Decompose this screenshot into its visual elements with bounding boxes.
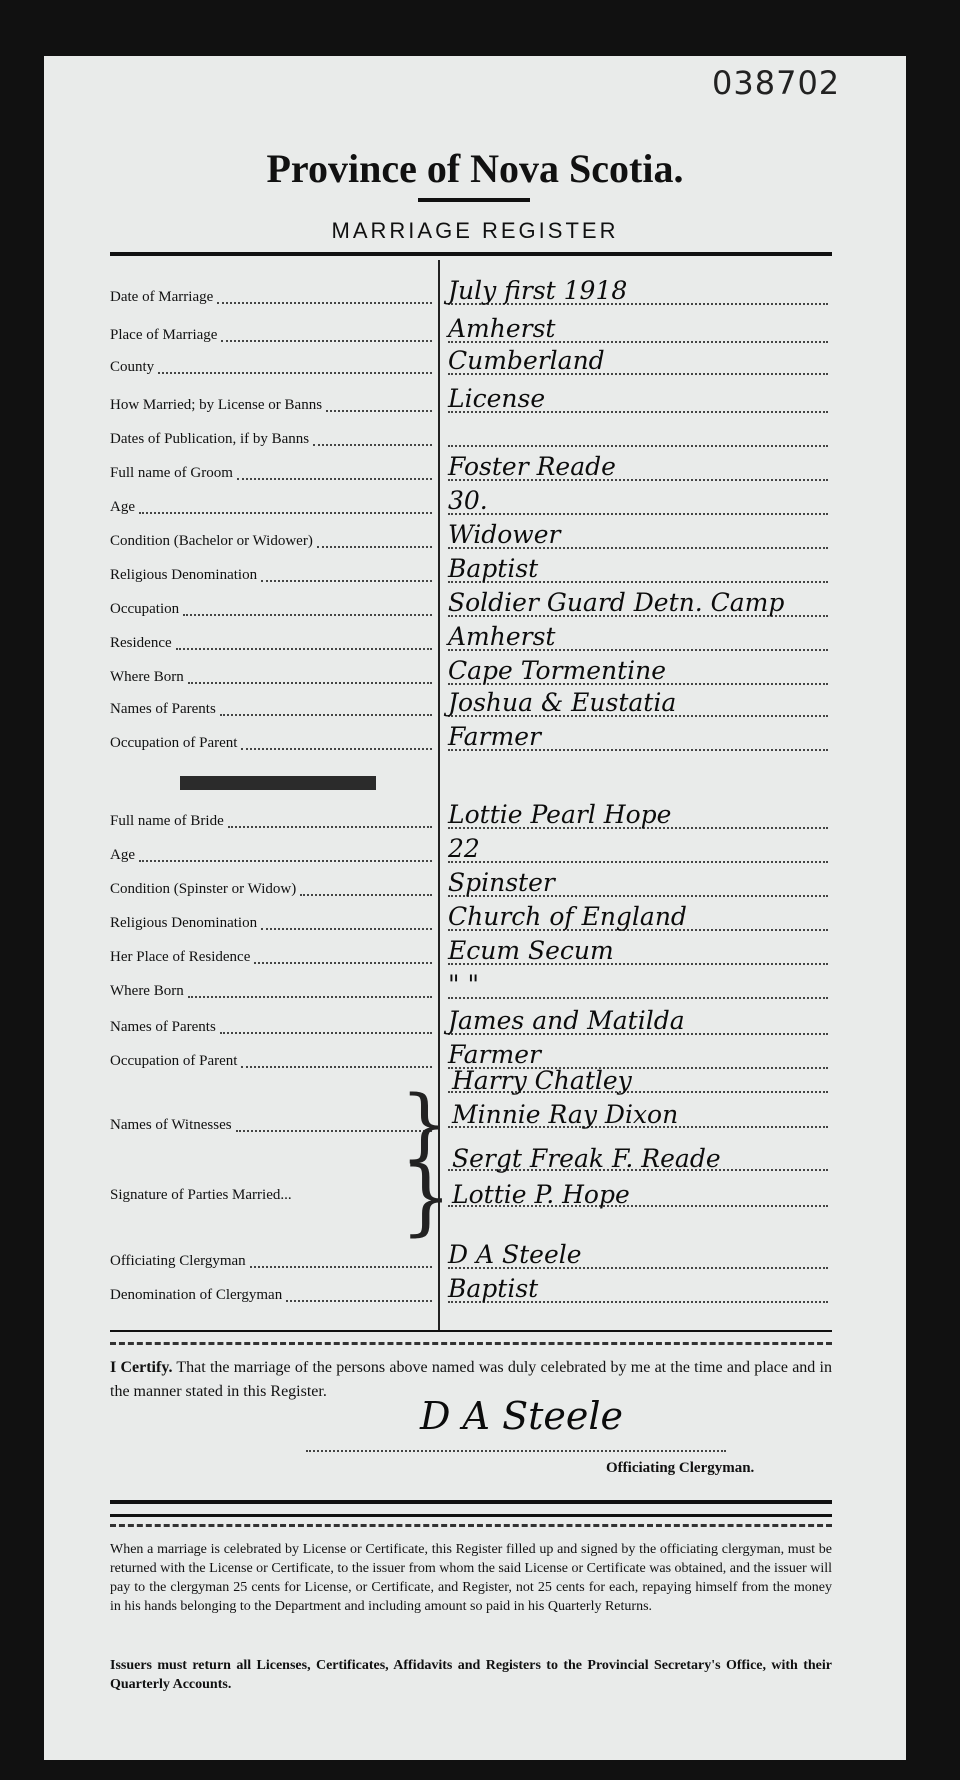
bride-label-row bbox=[110, 976, 440, 1006]
certify-body: That the marriage of the persons above named was duly celebrated by me at the time and place and in the manner stated in this Register. bbox=[110, 1359, 832, 1400]
dot-leader bbox=[176, 636, 432, 650]
groom-field-label: Full name of Groom bbox=[110, 464, 233, 481]
dot-leader bbox=[317, 534, 432, 548]
dot-leader bbox=[300, 882, 432, 896]
dot-leader bbox=[220, 702, 432, 716]
clergy-field-label: Denomination of Clergyman bbox=[110, 1286, 283, 1303]
signatures-label: Signature of Parties Married... bbox=[110, 1186, 292, 1203]
dot-leader bbox=[139, 848, 432, 862]
clergy-label-row bbox=[110, 1246, 440, 1276]
groom-field-value: Amherst bbox=[448, 622, 556, 651]
bride-label-row bbox=[110, 874, 440, 904]
dot-leader bbox=[313, 432, 432, 446]
groom-label-row bbox=[110, 424, 440, 454]
bride-field-value: Farmer bbox=[448, 1040, 541, 1069]
signatures-brace: } bbox=[400, 1150, 453, 1245]
dot-leader bbox=[188, 984, 432, 998]
signature-2-value: Lottie P. Hope bbox=[452, 1180, 630, 1209]
clergy-field-label: Officiating Clergyman bbox=[110, 1252, 246, 1269]
bride-field-label: Names of Parents bbox=[110, 1018, 216, 1035]
groom-field-label: Occupation bbox=[110, 600, 180, 617]
serial-number: 038702 bbox=[712, 64, 841, 102]
dot-leader bbox=[228, 814, 432, 828]
certify-lead: I Certify. bbox=[110, 1359, 173, 1376]
bride-field-label: Religious Denomination bbox=[110, 914, 258, 931]
bride-field-value: James and Matilda bbox=[448, 1006, 685, 1035]
groom-value-line bbox=[448, 492, 828, 522]
bride-field-value: Spinster bbox=[448, 868, 555, 897]
groom-field-label: Condition (Bachelor or Widower) bbox=[110, 532, 313, 549]
bride-field-label: Age bbox=[110, 846, 135, 863]
return-notice: When a marriage is celebrated by License or Certificate, this Register filled up and signed by the officiating clergyman, must be returned with the License or Certificate, to the issuer from whom the said License or Certificate was obtained, and the issuer will pay to the clergyman 25 cents for License, or Certificate, and Register, not 25 cents for each, repaying himself from the money in his hands belonging to the Department and including amount so paid in his Quarterly Returns. bbox=[110, 1542, 832, 1614]
groom-value-line bbox=[448, 424, 828, 454]
groom-label-row bbox=[110, 390, 440, 420]
groom-field-value: Baptist bbox=[448, 554, 539, 583]
groom-field-label: Where Born bbox=[110, 668, 184, 685]
bride-field-value: 22 bbox=[448, 834, 480, 863]
groom-label-row bbox=[110, 694, 440, 724]
bride-field-label: Her Place of Residence bbox=[110, 948, 251, 965]
dot-leader bbox=[237, 466, 432, 480]
header-rule bbox=[110, 252, 832, 256]
witness-2-value: Minnie Ray Dixon bbox=[452, 1100, 679, 1129]
groom-label-row bbox=[110, 320, 440, 350]
bride-label-row bbox=[110, 1046, 440, 1076]
bride-field-value: Church of England bbox=[448, 902, 687, 931]
dot-leader bbox=[261, 568, 432, 582]
groom-label-row bbox=[110, 560, 440, 590]
groom-field-value: Widower bbox=[448, 520, 561, 549]
fold-line bbox=[110, 1342, 832, 1345]
groom-field-label: Religious Denomination bbox=[110, 566, 258, 583]
groom-label-row bbox=[110, 628, 440, 658]
groom-field-label: Date of Marriage bbox=[110, 288, 214, 305]
section-end-rule bbox=[110, 1330, 832, 1332]
signatures-label-row bbox=[110, 1180, 440, 1210]
groom-field-value: 30. bbox=[448, 486, 488, 515]
groom-label-row bbox=[110, 352, 440, 382]
bride-field-value: Lottie Pearl Hope bbox=[448, 800, 672, 829]
notice-rule-top bbox=[110, 1500, 832, 1517]
clergy-field-value: D A Steele bbox=[448, 1240, 582, 1269]
groom-label-row bbox=[110, 492, 440, 522]
groom-label-row bbox=[110, 728, 440, 758]
dot-leader bbox=[188, 670, 432, 684]
groom-field-value: Cape Tormentine bbox=[448, 656, 667, 685]
groom-label-row bbox=[110, 662, 440, 692]
groom-field-value: Cumberland bbox=[448, 346, 605, 375]
bride-label-row bbox=[110, 1012, 440, 1042]
clergy-signature: D A Steele bbox=[420, 1394, 623, 1438]
groom-field-label: Occupation of Parent bbox=[110, 734, 238, 751]
dot-leader bbox=[254, 950, 432, 964]
groom-field-label: How Married; by License or Banns bbox=[110, 396, 323, 413]
notice-fold-line bbox=[110, 1524, 832, 1527]
dot-leader bbox=[158, 360, 432, 374]
groom-field-value: License bbox=[448, 384, 546, 413]
dot-leader bbox=[139, 500, 432, 514]
witnesses-label-row bbox=[110, 1110, 440, 1140]
dot-leader bbox=[261, 916, 432, 930]
dot-leader bbox=[241, 736, 432, 750]
clergy-label-row bbox=[110, 1280, 440, 1310]
groom-field-value: Amherst bbox=[448, 314, 556, 343]
signature-1-value: Sergt Freak F. Reade bbox=[452, 1144, 721, 1173]
bride-label-row bbox=[110, 840, 440, 870]
bride-field-label: Where Born bbox=[110, 982, 184, 999]
bride-section-bar bbox=[180, 776, 376, 790]
bride-field-label: Condition (Spinster or Widow) bbox=[110, 880, 297, 897]
dot-leader bbox=[326, 398, 432, 412]
groom-field-value: Foster Reade bbox=[448, 452, 616, 481]
page-subtitle: MARRIAGE REGISTER bbox=[331, 218, 619, 243]
groom-field-value: Soldier Guard Detn. Camp bbox=[448, 588, 785, 617]
issuer-notice: Issuers must return all Licenses, Certificates, Affidavits and Registers to the Provincial Secretary's Office, with their Quarterly Accounts. bbox=[110, 1658, 832, 1692]
groom-field-label: Dates of Publication, if by Banns bbox=[110, 430, 310, 447]
bride-field-label: Full name of Bride bbox=[110, 812, 224, 829]
witness-1-value: Harry Chatley bbox=[452, 1066, 632, 1095]
dot-leader bbox=[217, 290, 432, 304]
groom-field-value: July first 1918 bbox=[448, 276, 628, 305]
groom-label-row bbox=[110, 594, 440, 624]
bride-field-value: Ecum Secum bbox=[448, 936, 614, 965]
groom-label-row bbox=[110, 282, 440, 312]
dot-leader bbox=[250, 1254, 432, 1268]
dot-leader bbox=[221, 328, 432, 342]
groom-field-label: County bbox=[110, 358, 155, 375]
groom-field-value: Farmer bbox=[448, 722, 541, 751]
bride-value-line bbox=[448, 840, 828, 870]
page-title: Province of Nova Scotia. bbox=[266, 146, 684, 191]
groom-field-value: Joshua & Eustatia bbox=[448, 688, 677, 717]
bride-field-label: Occupation of Parent bbox=[110, 1052, 238, 1069]
groom-field-label: Names of Parents bbox=[110, 700, 216, 717]
bride-label-row bbox=[110, 908, 440, 938]
groom-label-row bbox=[110, 526, 440, 556]
witnesses-label: Names of Witnesses bbox=[110, 1116, 232, 1133]
bride-value-line bbox=[448, 976, 828, 1006]
bride-label-row bbox=[110, 806, 440, 836]
dot-leader bbox=[286, 1288, 432, 1302]
witnesses-brace: } bbox=[400, 1080, 450, 1170]
dot-leader bbox=[183, 602, 432, 616]
groom-field-label: Age bbox=[110, 498, 135, 515]
dot-leader bbox=[220, 1020, 432, 1034]
groom-field-label: Place of Marriage bbox=[110, 326, 218, 343]
signer-label: Officiating Clergyman. bbox=[606, 1460, 755, 1476]
groom-label-row bbox=[110, 458, 440, 488]
groom-field-label: Residence bbox=[110, 634, 172, 651]
bride-field-value: " " bbox=[448, 970, 479, 999]
title-underline bbox=[418, 198, 530, 202]
bride-label-row bbox=[110, 942, 440, 972]
clergy-field-value: Baptist bbox=[448, 1274, 539, 1303]
dot-leader bbox=[241, 1054, 432, 1068]
